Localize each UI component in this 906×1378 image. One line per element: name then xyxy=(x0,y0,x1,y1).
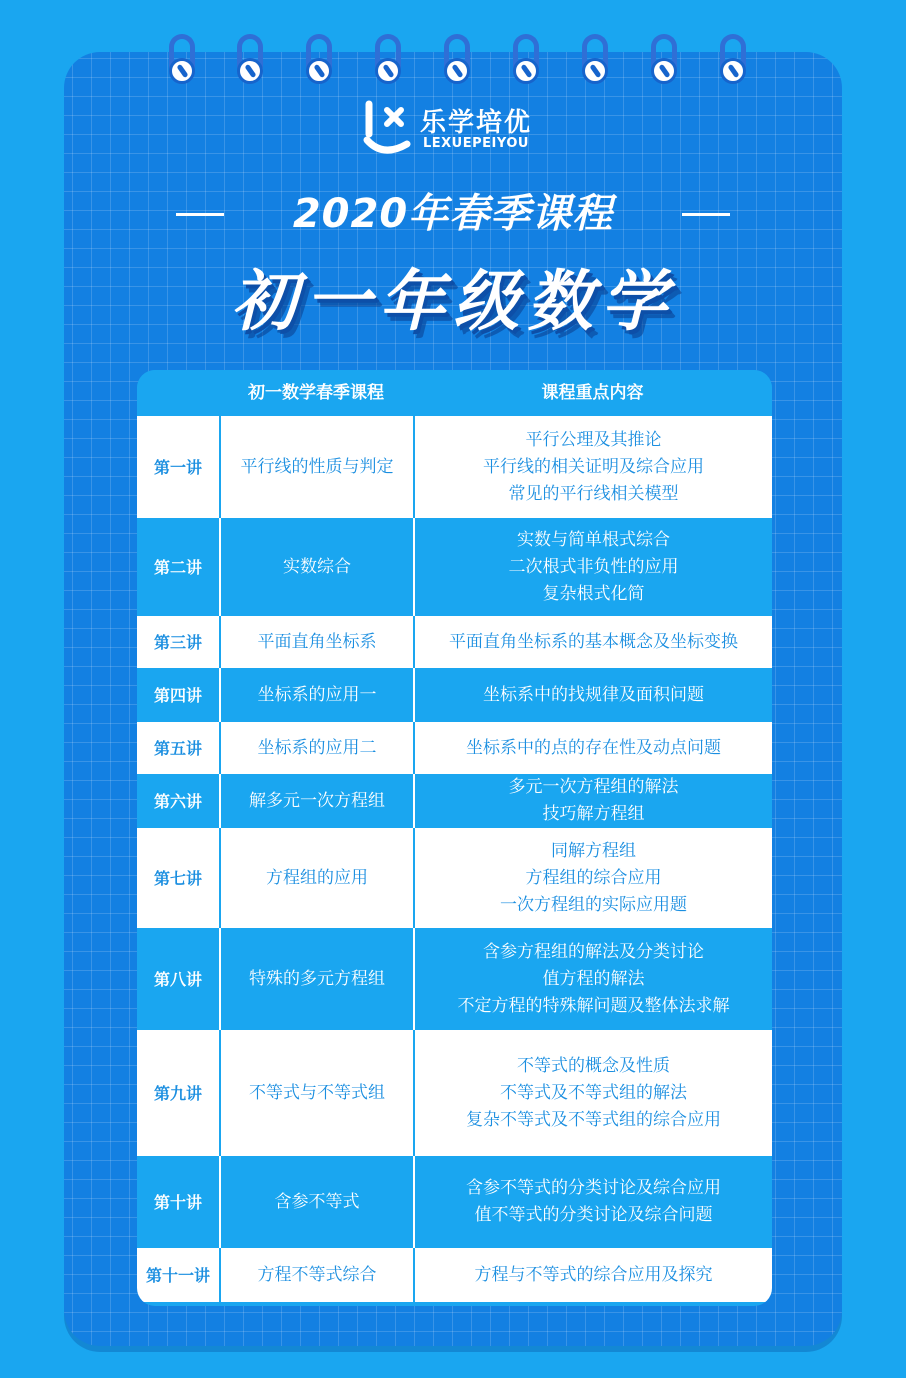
lecture-number: 第六讲 xyxy=(137,774,219,828)
ring-hole xyxy=(375,58,401,84)
binder-ring xyxy=(645,34,683,84)
key-point: 不等式及不等式组的解法 xyxy=(500,1082,687,1103)
course-table xyxy=(137,370,772,1306)
lecture-topic: 平行线的性质与判定 xyxy=(219,416,413,518)
brand-subname: LEXUEPEIYOU xyxy=(423,136,529,151)
subtitle-row xyxy=(0,188,906,240)
key-point: 复杂不等式及不等式组的综合应用 xyxy=(466,1109,721,1130)
table-header xyxy=(137,370,772,416)
lecture-topic: 坐标系的应用一 xyxy=(219,668,413,722)
key-point: 不等式的概念及性质 xyxy=(517,1055,670,1076)
table-row xyxy=(137,668,772,722)
table-row xyxy=(137,616,772,668)
binder-ring xyxy=(438,34,476,84)
lecture-points xyxy=(413,1156,772,1248)
lecture-number: 第五讲 xyxy=(137,722,219,774)
binder-ring xyxy=(231,34,269,84)
table-row xyxy=(137,828,772,928)
lecture-topic: 方程不等式综合 xyxy=(219,1248,413,1302)
binder-ring xyxy=(163,34,201,84)
lecture-number: 第八讲 xyxy=(137,928,219,1030)
ring-hole xyxy=(582,58,608,84)
lecture-topic: 含参不等式 xyxy=(219,1156,413,1248)
table-row xyxy=(137,1156,772,1248)
lx-smile-logo-icon xyxy=(363,100,415,156)
key-point: 平行公理及其推论 xyxy=(525,429,662,450)
lecture-topic: 解多元一次方程组 xyxy=(219,774,413,828)
lecture-number: 第四讲 xyxy=(137,668,219,722)
lecture-number: 第九讲 xyxy=(137,1030,219,1156)
table-row xyxy=(137,722,772,774)
lecture-points xyxy=(413,416,772,518)
lecture-points xyxy=(413,928,772,1030)
ring-hole xyxy=(720,58,746,84)
key-point: 多元一次方程组的解法 xyxy=(508,777,679,797)
key-point: 平行线的相关证明及综合应用 xyxy=(483,456,704,477)
key-point: 二次根式非负性的应用 xyxy=(508,556,679,577)
table-row xyxy=(137,518,772,616)
key-point: 一次方程组的实际应用题 xyxy=(500,894,687,915)
lecture-topic: 方程组的应用 xyxy=(219,828,413,928)
key-point: 不定方程的特殊解问题及整体法求解 xyxy=(457,995,730,1016)
ring-hole xyxy=(513,58,539,84)
key-point: 常见的平行线相关模型 xyxy=(508,483,679,504)
key-point: 坐标系中的点的存在性及动点问题 xyxy=(466,737,721,758)
header-cell xyxy=(137,370,219,416)
lecture-topic: 不等式与不等式组 xyxy=(219,1030,413,1156)
table-row xyxy=(137,774,772,828)
lecture-points xyxy=(413,1030,772,1156)
lecture-points xyxy=(413,668,772,722)
key-point: 坐标系中的找规律及面积问题 xyxy=(483,684,704,705)
table-row xyxy=(137,416,772,518)
right-dash xyxy=(682,213,730,216)
key-point: 值方程的解法 xyxy=(542,968,645,989)
binder-ring xyxy=(300,34,338,84)
key-point: 技巧解方程组 xyxy=(542,804,645,824)
lecture-topic: 特殊的多元方程组 xyxy=(219,928,413,1030)
left-dash xyxy=(176,213,224,216)
ring-hole xyxy=(444,58,470,84)
ring-hole xyxy=(306,58,332,84)
binder-ring xyxy=(507,34,545,84)
lecture-number: 第一讲 xyxy=(137,416,219,518)
table-row xyxy=(137,1030,772,1156)
lecture-topic: 平面直角坐标系 xyxy=(219,616,413,668)
lecture-points xyxy=(413,774,772,828)
ring-hole xyxy=(237,58,263,84)
table-row xyxy=(137,1248,772,1302)
brand-logo xyxy=(0,92,906,162)
lecture-topic: 坐标系的应用二 xyxy=(219,722,413,774)
lecture-number: 第三讲 xyxy=(137,616,219,668)
key-point: 同解方程组 xyxy=(551,840,636,861)
binder-ring xyxy=(576,34,614,84)
binder-ring xyxy=(369,34,407,84)
key-point: 含参方程组的解法及分类讨论 xyxy=(483,941,704,962)
lecture-points xyxy=(413,616,772,668)
lecture-points xyxy=(413,518,772,616)
key-point: 值不等式的分类讨论及综合问题 xyxy=(474,1205,713,1225)
key-point: 方程与不等式的综合应用及探究 xyxy=(474,1264,713,1285)
lecture-number: 第二讲 xyxy=(137,518,219,616)
key-point: 方程组的综合应用 xyxy=(525,867,662,888)
key-point: 含参不等式的分类讨论及综合应用 xyxy=(466,1178,721,1198)
lecture-number: 第十一讲 xyxy=(137,1248,219,1302)
lecture-number: 第十讲 xyxy=(137,1156,219,1248)
binder-ring xyxy=(714,34,752,84)
ring-hole xyxy=(169,58,195,84)
key-point: 实数与简单根式综合 xyxy=(517,529,670,550)
lecture-points xyxy=(413,722,772,774)
table-row xyxy=(137,928,772,1030)
key-point: 平面直角坐标系的基本概念及坐标变换 xyxy=(449,631,738,652)
ring-hole xyxy=(651,58,677,84)
header-cell: 初一数学春季课程 xyxy=(219,370,413,416)
lecture-points xyxy=(413,1248,772,1302)
lecture-number: 第七讲 xyxy=(137,828,219,928)
header-cell: 课程重点内容 xyxy=(413,370,772,416)
lecture-topic: 实数综合 xyxy=(219,518,413,616)
key-point: 复杂根式化简 xyxy=(542,583,645,604)
subtitle: 2020年春季课程 xyxy=(292,191,614,237)
main-title: 初一年级数学 xyxy=(231,263,675,340)
lecture-points xyxy=(413,828,772,928)
brand-name: 乐学培优 xyxy=(420,108,533,138)
